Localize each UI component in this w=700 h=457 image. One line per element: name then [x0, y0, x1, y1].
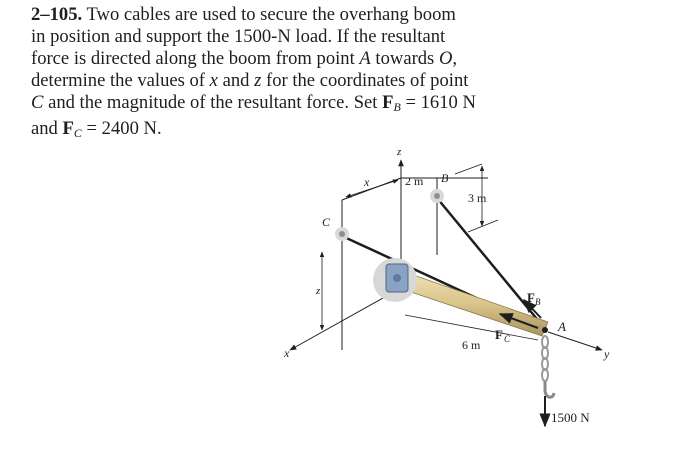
symbol-z: z	[254, 70, 262, 91]
problem-text-1: Two cables are used to secure the overhang boom	[86, 4, 456, 25]
subscript-B: B	[393, 100, 401, 114]
z-axis-label: z	[397, 146, 402, 158]
symbol-F-C: F	[62, 118, 74, 139]
x-dimension-label: x	[364, 175, 370, 189]
FC-label: F	[495, 327, 503, 342]
point-A-label: A	[558, 319, 566, 334]
FB-label-sub: B	[535, 297, 541, 307]
problem-text-and-2: and	[31, 118, 58, 139]
problem-text-2: in position and support the 1500-N load. If the resultant	[31, 26, 446, 47]
point-C-label: C	[322, 215, 331, 229]
2m-dimension-label: 2 m	[405, 174, 424, 188]
FB-label: F	[527, 290, 535, 305]
load-label: 1500 N	[551, 410, 590, 425]
symbol-C: C	[31, 92, 44, 113]
problem-text-5: for the coordinates of point	[266, 70, 469, 91]
symbol-F-B: F	[382, 92, 394, 113]
chain	[542, 336, 548, 381]
hook	[545, 381, 554, 397]
symbol-O: O,	[438, 48, 458, 69]
6m-dimension-label: 6 m	[462, 338, 481, 352]
y-axis-label: y	[604, 347, 610, 361]
problem-text-and-1: and	[222, 70, 250, 91]
problem-value-FC: = 2400 N.	[86, 118, 162, 139]
problem-text-3: force is directed along the boom from point	[31, 48, 355, 69]
wall-bracket	[373, 258, 417, 302]
problem-text-6: and the magnitude of the resultant force. Set	[48, 92, 378, 113]
problem-text-4: determine the values of	[31, 70, 205, 91]
symbol-A: A	[359, 48, 371, 69]
problem-number: 2–105.	[31, 4, 83, 25]
subscript-C: C	[73, 126, 82, 140]
wall-outline	[342, 178, 488, 350]
FC-label-sub: C	[504, 334, 511, 344]
anchor-B	[430, 189, 444, 203]
B-extension	[455, 164, 482, 174]
z-dimension-label: z	[316, 285, 321, 297]
anchor-C	[335, 227, 349, 241]
x-dimension-line	[346, 180, 398, 197]
problem-value-FB: = 1610 N	[405, 92, 476, 113]
x-axis-label: x	[284, 346, 290, 360]
3m-extension	[468, 220, 498, 232]
point-B-label: B	[441, 171, 449, 185]
point-A	[542, 327, 548, 333]
y-axis	[548, 332, 602, 350]
3m-dimension-label: 3 m	[468, 191, 487, 205]
symbol-x: x	[209, 70, 218, 91]
problem-word-towards: towards	[375, 48, 435, 69]
